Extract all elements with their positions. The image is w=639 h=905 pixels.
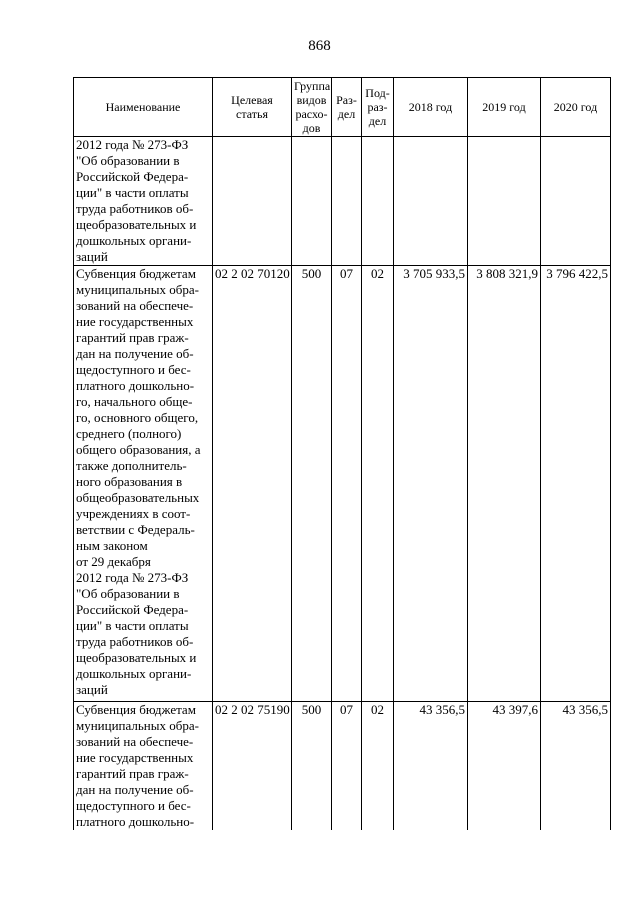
row-name: 2012 года № 273-ФЗ "Об образовании в Российской Федера- ции" в части оплаты труда работников об- щеобразовательных и дошкольных органи- заций (74, 137, 213, 266)
table-row (74, 266, 611, 702)
row-group: 500 (292, 702, 332, 831)
row-2018 (394, 137, 468, 266)
header-2019: 2019 год (468, 78, 541, 137)
header-row (74, 78, 611, 137)
row-2018: 3 705 933,5 (394, 266, 468, 702)
page-bottom-margin (0, 830, 639, 905)
header-2020: 2020 год (541, 78, 611, 137)
header-name: Наименование (74, 78, 213, 137)
row-name: Субвенция бюджетам муниципальных обра- зований на обеспече- ние государственных гарантий прав граж- дан на получение об- щедоступного и бес- платного дошкольно- (74, 702, 213, 831)
row-group: 500 (292, 266, 332, 702)
row-group (292, 137, 332, 266)
row-section: 07 (332, 266, 362, 702)
header-target: Целевая статья (213, 78, 292, 137)
row-code: 02 2 02 75190 (213, 702, 292, 831)
header-group: Группа видов расхо- дов (292, 78, 332, 137)
row-code: 02 2 02 70120 (213, 266, 292, 702)
row-2018: 43 356,5 (394, 702, 468, 831)
row-section: 07 (332, 702, 362, 831)
table-row (74, 702, 611, 831)
header-2018: 2018 год (394, 78, 468, 137)
header-section: Раз- дел (332, 78, 362, 137)
row-2019: 43 397,6 (468, 702, 541, 831)
budget-table (73, 77, 611, 831)
row-2019: 3 808 321,9 (468, 266, 541, 702)
row-2019 (468, 137, 541, 266)
row-2020 (541, 137, 611, 266)
table-row (74, 137, 611, 266)
row-2020: 43 356,5 (541, 702, 611, 831)
row-2020: 3 796 422,5 (541, 266, 611, 702)
row-name: Субвенция бюджетам муниципальных обра- зований на обеспече- ние государственных гарантий прав граж- дан на получение об- щедоступного и бес- платного дошкольно- го, начального обще- го, основного общего, среднего (полного) общего образования, а также дополнитель- ного образования в общеобразовательных учреждениях в соот- ветствии с Федераль- ным законом от 29 декабря 2012 года № 273-ФЗ "Об образовании в Российской Федера- ции" в части оплаты труда работников об- щеобразовательных и дошкольных органи- заций (74, 266, 213, 702)
page-number: 868 (308, 38, 331, 54)
row-code (213, 137, 292, 266)
row-subsection: 02 (362, 266, 394, 702)
header-subsection: Под- раз- дел (362, 78, 394, 137)
row-subsection (362, 137, 394, 266)
row-section (332, 137, 362, 266)
row-subsection: 02 (362, 702, 394, 831)
